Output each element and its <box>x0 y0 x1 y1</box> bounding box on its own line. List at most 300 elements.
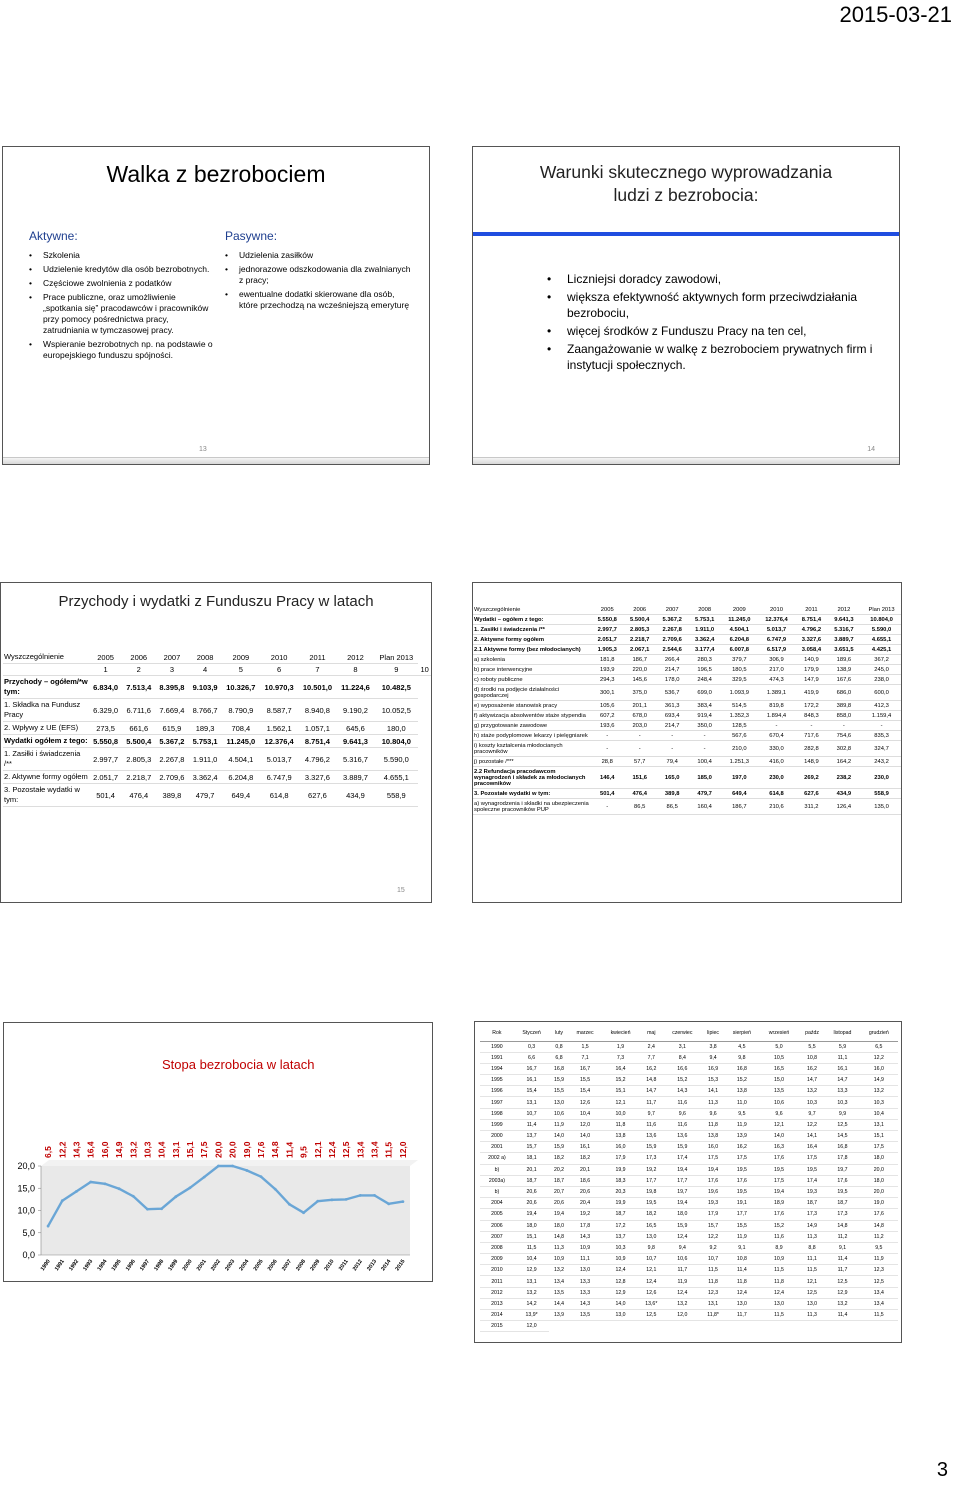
table-cell: 389,8 <box>155 784 188 807</box>
table-cell: 179,9 <box>795 665 827 675</box>
table-cell: 9.103,9 <box>189 676 222 699</box>
table-cell: 15,0 <box>759 1075 798 1086</box>
table-cell: 8.395,8 <box>155 676 188 699</box>
table-cell: 649,4 <box>222 784 260 807</box>
table-cell: 699,0 <box>688 685 720 701</box>
table-cell: 10.482,5 <box>374 676 418 699</box>
table-row <box>480 1142 898 1153</box>
table-row <box>480 1298 898 1309</box>
data-label: 6,5 <box>43 1146 54 1158</box>
table-cell: 13,9 <box>549 1310 568 1321</box>
table-cell: 20,2 <box>549 1164 568 1175</box>
table-cell: b) <box>480 1164 514 1175</box>
table-cell: 86,5 <box>623 799 655 815</box>
table-row <box>480 1198 898 1209</box>
slide-number: 14 <box>867 446 875 453</box>
table-cell: 172,2 <box>795 701 827 711</box>
table-cell: 18,7 <box>825 1198 859 1209</box>
table-cell: 14,9 <box>799 1220 826 1231</box>
table-cell: 5 <box>222 664 260 676</box>
table-row <box>3 664 431 676</box>
table-cell: 12,4 <box>759 1287 798 1298</box>
table-cell: 178,0 <box>656 675 688 685</box>
table-cell: 180,0 <box>374 722 418 735</box>
table-cell: 273,5 <box>89 722 122 735</box>
slide-number: 15 <box>397 887 405 894</box>
table-cell: 19,7 <box>825 1164 859 1175</box>
table-cell: 16,3 <box>759 1142 798 1153</box>
table-cell: 11,9 <box>860 1254 898 1265</box>
table-cell: 2.267,8 <box>656 625 688 635</box>
table-cell: 18,2 <box>549 1153 568 1164</box>
table-cell: 5.013,7 <box>758 625 795 635</box>
table-cell: paźdz <box>799 1025 826 1041</box>
table-cell: 3.651,5 <box>828 645 860 655</box>
table-cell: 10,5 <box>759 1052 798 1063</box>
table-cell: 189,3 <box>189 722 222 735</box>
table-cell: 2005 <box>591 605 623 615</box>
table-cell: 10.804,0 <box>374 735 418 748</box>
table-row <box>473 731 902 741</box>
table-cell: 13,2 <box>514 1287 549 1298</box>
table-cell: 11,3 <box>702 1097 725 1108</box>
table-cell: 607,2 <box>591 711 623 721</box>
table-cell: 16,1 <box>825 1063 859 1074</box>
table-cell: marzec <box>569 1025 602 1041</box>
table-cell: 3.889,7 <box>337 771 375 784</box>
table-cell: 18,0 <box>514 1220 549 1231</box>
table-cell: 12,9 <box>825 1287 859 1298</box>
x-tick-label: 1994 <box>96 1258 109 1273</box>
table-cell: 10 <box>418 664 431 676</box>
table-cell: 16,7 <box>514 1063 549 1074</box>
table-cell: 6.711,6 <box>122 699 155 722</box>
table-cell: 3.362,4 <box>688 635 720 645</box>
table-cell: 6,6 <box>514 1052 549 1063</box>
table-cell: 17,2 <box>601 1220 639 1231</box>
x-tick-label: 1991 <box>53 1258 66 1273</box>
table-cell: 389,8 <box>828 701 860 711</box>
table-cell: 819,8 <box>758 701 795 711</box>
table-row <box>480 1276 898 1287</box>
table-cell: 2.805,3 <box>623 625 655 635</box>
table-cell: 9.641,3 <box>337 735 375 748</box>
table-cell: 9 <box>374 664 418 676</box>
table-cell: 12,4 <box>724 1287 759 1298</box>
table-cell: 6.007,8 <box>721 645 758 655</box>
table-cell: 11,4 <box>514 1119 549 1130</box>
data-label: 11,5 <box>383 1141 394 1158</box>
data-point <box>345 1198 348 1201</box>
x-tick-label: 1993 <box>82 1258 95 1273</box>
table-cell: 19,4 <box>514 1209 549 1220</box>
table-cell: 3.362,4 <box>189 771 222 784</box>
table-row <box>3 722 431 735</box>
table-cell: 670,4 <box>758 731 795 741</box>
table-cell: 13,2 <box>549 1265 568 1276</box>
table-cell: 3.177,4 <box>688 645 720 655</box>
table-cell: 238,2 <box>828 767 860 789</box>
table-cell: 11,1 <box>825 1052 859 1063</box>
table-cell: 12,3 <box>860 1265 898 1276</box>
table-cell: 186,7 <box>721 799 758 815</box>
table-cell: 2. Wpływy z UE (EFS) <box>3 722 89 735</box>
table-cell: 11,6 <box>759 1231 798 1242</box>
table-cell: 11,5 <box>702 1265 725 1276</box>
table-cell: 5.500,4 <box>122 735 155 748</box>
table-cell: 17,4 <box>799 1175 826 1186</box>
table-cell: 2011 <box>795 605 827 615</box>
table-cell: 12,4 <box>601 1265 639 1276</box>
table-cell: 8 <box>337 664 375 676</box>
table-cell: 17,5 <box>702 1153 725 1164</box>
data-label: 12,1 <box>312 1141 323 1158</box>
table-cell: 11,8 <box>702 1276 725 1287</box>
table-cell: 7,1 <box>569 1052 602 1063</box>
table-row <box>473 711 902 721</box>
table-cell: 350,0 <box>688 721 720 731</box>
table-cell: 16,8 <box>549 1063 568 1074</box>
table-cell: 1,5 <box>569 1041 602 1052</box>
table-row <box>3 784 431 807</box>
table-cell: 11,9 <box>724 1119 759 1130</box>
table-cell: 1995 <box>480 1075 514 1086</box>
table-cell: 20,1 <box>514 1164 549 1175</box>
table-cell: 416,0 <box>758 757 795 767</box>
table-cell: 13,4 <box>860 1287 898 1298</box>
table-cell: 13,5 <box>549 1287 568 1298</box>
table-cell: 18,7 <box>799 1198 826 1209</box>
table-cell: 2006 <box>122 651 155 664</box>
table-cell: 13,3 <box>825 1086 859 1097</box>
table-cell: 2000 <box>480 1131 514 1142</box>
table-cell: 20,1 <box>569 1164 602 1175</box>
table-cell: 164,2 <box>828 757 860 767</box>
x-tick-label: 1996 <box>124 1258 137 1273</box>
table-cell: 2.051,7 <box>591 635 623 645</box>
table-cell: 1.905,3 <box>591 645 623 655</box>
x-tick-label: 2000 <box>181 1258 194 1273</box>
x-tick-label: 2009 <box>309 1258 322 1273</box>
table-cell: Przychody – ogółem/*w tym: <box>3 676 89 699</box>
table-cell: 16,1 <box>514 1075 549 1086</box>
table-cell: 14,2 <box>514 1298 549 1309</box>
table-cell: 12,5 <box>799 1287 826 1298</box>
table-cell: 1,9 <box>601 1041 639 1052</box>
table-cell: 12,8 <box>601 1276 639 1287</box>
table-cell: 6.834,0 <box>89 676 122 699</box>
table-cell: 18,2 <box>640 1209 663 1220</box>
table-cell: Wydatki – ogółem z tego: <box>473 615 591 625</box>
table-cell: 11.245,0 <box>222 735 260 748</box>
table-row <box>473 675 902 685</box>
table-cell: 20,6 <box>549 1198 568 1209</box>
slide-przychody-wydatki <box>0 582 432 903</box>
table-cell: 11,3 <box>799 1231 826 1242</box>
table-cell: 419,9 <box>795 685 827 701</box>
table-cell: 12,1 <box>640 1265 663 1276</box>
title-line-2: ludzi z bezrobocia: <box>613 185 759 205</box>
table-cell: 8.587,7 <box>260 699 298 722</box>
data-label: 14,8 <box>270 1141 281 1158</box>
table-cell: 16,2 <box>724 1142 759 1153</box>
table-cell: 14,3 <box>663 1086 702 1097</box>
table-row <box>3 651 431 664</box>
table-cell: 18,2 <box>569 1153 602 1164</box>
table-cell: 186,7 <box>623 655 655 665</box>
table-cell: 10.326,7 <box>222 676 260 699</box>
table-cell: a) wynagrodzenia i składki na ubezpieczenia społeczne pracowników PUP <box>473 799 591 815</box>
table-cell: 220,0 <box>623 665 655 675</box>
table-cell: 2.218,7 <box>122 771 155 784</box>
table-row <box>480 1025 898 1041</box>
table-cell: 19,5 <box>799 1164 826 1175</box>
table-cell: 148,9 <box>795 757 827 767</box>
data-point <box>118 1187 121 1190</box>
table-cell: 10,7 <box>640 1254 663 1265</box>
table-row <box>473 645 902 655</box>
table-cell: 10,9 <box>569 1242 602 1253</box>
data-point <box>373 1194 376 1197</box>
table-cell: 12,5 <box>825 1119 859 1130</box>
data-point <box>89 1181 92 1184</box>
table-cell: 2015 <box>480 1321 514 1332</box>
table-cell: 1.093,9 <box>721 685 758 701</box>
table-cell: Wyszczególnienie <box>3 651 89 664</box>
table-cell: b) <box>480 1186 514 1197</box>
table-cell: 3.327,6 <box>298 771 336 784</box>
table-cell: 7,3 <box>601 1052 639 1063</box>
data-point <box>231 1165 234 1168</box>
table-row <box>480 1220 898 1231</box>
list-item: • Wspieranie bezrobotnych np. na podstawie o europejskiego funduszu spójności. <box>29 339 215 361</box>
table-cell: 12.376,4 <box>758 615 795 625</box>
table-cell: 10,6 <box>759 1097 798 1108</box>
table-cell: 16,8 <box>724 1063 759 1074</box>
table-cell: 19,5 <box>724 1186 759 1197</box>
table-cell: 14,1 <box>702 1086 725 1097</box>
table-cell: 193,6 <box>591 721 623 731</box>
table-cell: 19,4 <box>663 1164 702 1175</box>
table-cell: 3,1 <box>663 1041 702 1052</box>
table-cell: 17,6 <box>860 1209 898 1220</box>
y-tick-label: 5,0 <box>22 1227 35 1238</box>
table-cell: 13,2 <box>825 1298 859 1309</box>
table-cell: 3.327,6 <box>795 635 827 645</box>
table-cell: 15,4 <box>569 1086 602 1097</box>
table-cell: 11,4 <box>825 1254 859 1265</box>
table-cell: 1. Składka na Fundusz Pracy <box>3 699 89 722</box>
table-cell: 12,1 <box>601 1097 639 1108</box>
table-cell: 13,0 <box>640 1231 663 1242</box>
passive-list <box>225 250 415 311</box>
table-cell: 18,7 <box>514 1175 549 1186</box>
page-date: 2015-03-21 <box>839 2 952 27</box>
table-cell: 19,4 <box>663 1198 702 1209</box>
table-cell: 214,7 <box>656 665 688 675</box>
data-point <box>245 1169 248 1172</box>
data-label: 9,5 <box>298 1146 309 1158</box>
table-cell: 146,4 <box>591 767 623 789</box>
table-cell: 12,2 <box>860 1052 898 1063</box>
table-row <box>480 1052 898 1063</box>
slide-title <box>473 161 899 207</box>
table-cell: 1.159,4 <box>860 711 902 721</box>
table-cell: luty <box>549 1025 568 1041</box>
table-cell: 13,6 <box>640 1131 663 1142</box>
table-cell: 6 <box>260 664 298 676</box>
table-cell: 210,0 <box>721 741 758 757</box>
table-cell: 5,5 <box>799 1041 826 1052</box>
table-cell: 10,7 <box>514 1108 549 1119</box>
table-cell: 11,9 <box>663 1276 702 1287</box>
table-cell: 11,8 <box>702 1119 725 1130</box>
table-cell: 2.1 Aktywne formy (bez młodocianych) <box>473 645 591 655</box>
table-cell: 2.544,6 <box>656 645 688 655</box>
table-cell: 14,4 <box>549 1298 568 1309</box>
table-cell: 11,6 <box>640 1119 663 1130</box>
table-cell: 16,2 <box>799 1063 826 1074</box>
table-cell: 11,4 <box>825 1310 859 1321</box>
table-cell: 12,9 <box>514 1265 549 1276</box>
table-cell: 13,2 <box>799 1086 826 1097</box>
table-cell: 18,7 <box>549 1175 568 1186</box>
list-item: • więcej środków z Funduszu Pracy na ten cel, <box>547 323 877 339</box>
table-cell: 2008 <box>189 651 222 664</box>
table-cell: 11,6 <box>663 1097 702 1108</box>
table-cell: 2.709,6 <box>656 635 688 645</box>
table-cell: 18,0 <box>663 1209 702 1220</box>
data-label: 12,5 <box>341 1141 352 1158</box>
table-cell: 2.267,8 <box>155 748 188 771</box>
table-cell: 5,9 <box>825 1041 859 1052</box>
table-cell: 14,0 <box>759 1131 798 1142</box>
table-cell: 57,7 <box>623 757 655 767</box>
table-cell: - <box>828 721 860 731</box>
title-underline <box>473 232 899 236</box>
x-tick-label: 2010 <box>323 1258 336 1273</box>
table-cell: 2.218,7 <box>623 635 655 645</box>
table-cell: 15,2 <box>759 1220 798 1231</box>
table-cell: 6,5 <box>860 1041 898 1052</box>
table-cell: 19,5 <box>825 1186 859 1197</box>
table-cell: 754,6 <box>828 731 860 741</box>
list-item: • Częściowe zwolnienia z podatków <box>29 278 215 289</box>
data-label: 20,0 <box>227 1141 238 1158</box>
table-row <box>480 1321 898 1332</box>
data-label: 10,3 <box>142 1141 153 1158</box>
table-cell: 15,2 <box>724 1075 759 1086</box>
table-cell: 18,0 <box>549 1220 568 1231</box>
table-cell: d) środki na podjęcie działalności gospodarczej <box>473 685 591 701</box>
table-cell: grudzień <box>860 1025 898 1041</box>
table-cell: 19,4 <box>549 1209 568 1220</box>
table-cell: 2011 <box>298 651 336 664</box>
data-label: 20,0 <box>213 1141 224 1158</box>
data-point <box>203 1176 206 1179</box>
table-cell: 11,5 <box>860 1310 898 1321</box>
table-cell: 1.057,1 <box>298 722 336 735</box>
table-cell: 9,4 <box>663 1242 702 1253</box>
data-label: 14,9 <box>114 1141 125 1158</box>
table-cell: c) roboty publiczne <box>473 675 591 685</box>
table-row <box>473 625 902 635</box>
table-row <box>3 735 431 748</box>
table-cell: - <box>591 741 623 757</box>
data-label: 15,1 <box>185 1141 196 1158</box>
passive-column <box>225 229 415 314</box>
table-row <box>473 767 902 789</box>
table-cell: 165,0 <box>656 767 688 789</box>
table-cell: 14,8 <box>549 1231 568 1242</box>
data-label: 13,2 <box>128 1141 139 1158</box>
table-cell: 919,4 <box>688 711 720 721</box>
table-cell: 10,6 <box>663 1254 702 1265</box>
table-row <box>480 1265 898 1276</box>
table-cell: 193,9 <box>591 665 623 675</box>
table-cell: 2012 <box>480 1287 514 1298</box>
x-tick-label: 2012 <box>352 1258 364 1273</box>
table-cell: 2012 <box>828 605 860 615</box>
data-point <box>103 1182 106 1185</box>
table-cell: 10,3 <box>799 1097 826 1108</box>
table-cell: 2010 <box>260 651 298 664</box>
table-cell <box>3 664 89 676</box>
table-cell: 13,9* <box>514 1310 549 1321</box>
table-cell: 17,9 <box>601 1153 639 1164</box>
table-cell: 15,7 <box>702 1220 725 1231</box>
table-cell: 282,8 <box>795 741 827 757</box>
plot-area <box>41 1166 410 1255</box>
table-cell: 17,3 <box>825 1209 859 1220</box>
data-point <box>387 1202 390 1205</box>
table-cell: 20,6 <box>514 1198 549 1209</box>
table-cell: 19,5 <box>759 1164 798 1175</box>
table-cell: 9,2 <box>702 1242 725 1253</box>
table-cell: 5.550,8 <box>591 615 623 625</box>
table-cell: 19,8 <box>640 1186 663 1197</box>
data-label: 14,3 <box>71 1141 82 1158</box>
table-cell: 15,1 <box>514 1231 549 1242</box>
table-row <box>473 605 902 615</box>
table-cell: 514,5 <box>721 701 758 711</box>
table-cell: - <box>591 799 623 815</box>
slide-footer-bar <box>3 457 429 464</box>
table-cell: 627,6 <box>298 784 336 807</box>
table-cell: 8.766,7 <box>189 699 222 722</box>
slide-footer-bar <box>473 457 899 464</box>
table-cell: 13,0 <box>569 1265 602 1276</box>
table-cell: 1.562,1 <box>260 722 298 735</box>
table-cell: 17,5 <box>860 1142 898 1153</box>
table-cell: 6,8 <box>549 1052 568 1063</box>
table-cell: 14,8 <box>825 1220 859 1231</box>
table-cell: 14,5 <box>825 1131 859 1142</box>
table-cell: 13,2 <box>663 1298 702 1309</box>
table-cell: 5.316,7 <box>828 625 860 635</box>
table-row <box>480 1063 898 1074</box>
table-cell: 18,1 <box>514 1153 549 1164</box>
table-cell: 9,6 <box>702 1108 725 1119</box>
table-cell: 17,6 <box>825 1175 859 1186</box>
table-cell: 18,9 <box>759 1198 798 1209</box>
table-row <box>480 1097 898 1108</box>
table-cell: 11,2 <box>825 1231 859 1242</box>
table-cell: 2.2 Refundacja pracodawcom wynagrodzeń i składek za młodocianych pracowników <box>473 767 591 789</box>
table-cell: 383,4 <box>688 701 720 711</box>
table-cell: 12,5 <box>825 1276 859 1287</box>
table-cell: 14,0 <box>569 1131 602 1142</box>
